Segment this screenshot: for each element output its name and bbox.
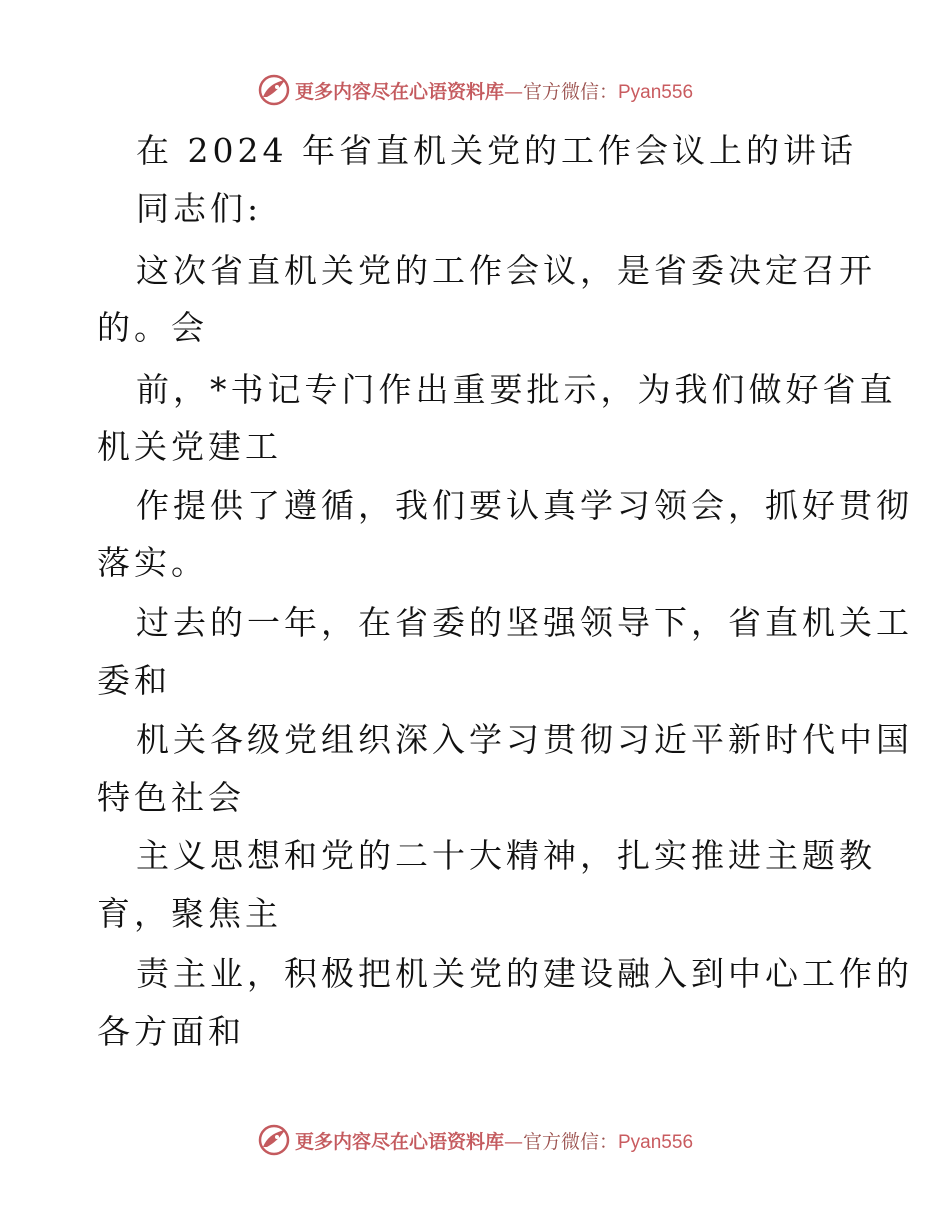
text-line: 落实。 bbox=[97, 543, 208, 582]
watermark-text: 更多内容尽在心语资料库—官方微信：Pyan556 bbox=[294, 1130, 694, 1153]
text-line: 过去的一年，在省委的坚强领导下，省直机关工 bbox=[136, 603, 913, 642]
text-line: 委和 bbox=[97, 661, 171, 700]
pen-nib-logo-icon bbox=[257, 73, 291, 107]
text-line: 主义思想和党的二十大精神，扎实推进主题教 bbox=[136, 836, 876, 875]
text-line: 各方面和 bbox=[97, 1012, 245, 1051]
text-line: 前，*书记专门作出重要批示，为我们做好省直 bbox=[136, 370, 897, 409]
text-line: 特色社会 bbox=[97, 778, 245, 817]
text-line: 育，聚焦主 bbox=[97, 894, 282, 933]
text-line: 责主业，积极把机关党的建设融入到中心工作的 bbox=[136, 954, 913, 993]
text-line: 的。会 bbox=[97, 308, 208, 347]
document-title: 在 2024 年省直机关党的工作会议上的讲话 bbox=[136, 131, 857, 170]
watermark-text: 更多内容尽在心语资料库—官方微信：Pyan556 bbox=[294, 80, 694, 103]
pen-nib-logo-icon bbox=[257, 1123, 291, 1157]
salutation: 同志们: bbox=[136, 189, 263, 228]
text-line: 机关各级党组织深入学习贯彻习近平新时代中国 bbox=[136, 720, 913, 759]
footer-watermark bbox=[0, 1120, 950, 1160]
header-watermark bbox=[0, 70, 950, 110]
text-line: 这次省直机关党的工作会议，是省委决定召开 bbox=[136, 251, 876, 290]
text-line: 机关党建工 bbox=[97, 427, 282, 466]
text-line: 作提供了遵循，我们要认真学习领会，抓好贯彻 bbox=[136, 486, 913, 525]
